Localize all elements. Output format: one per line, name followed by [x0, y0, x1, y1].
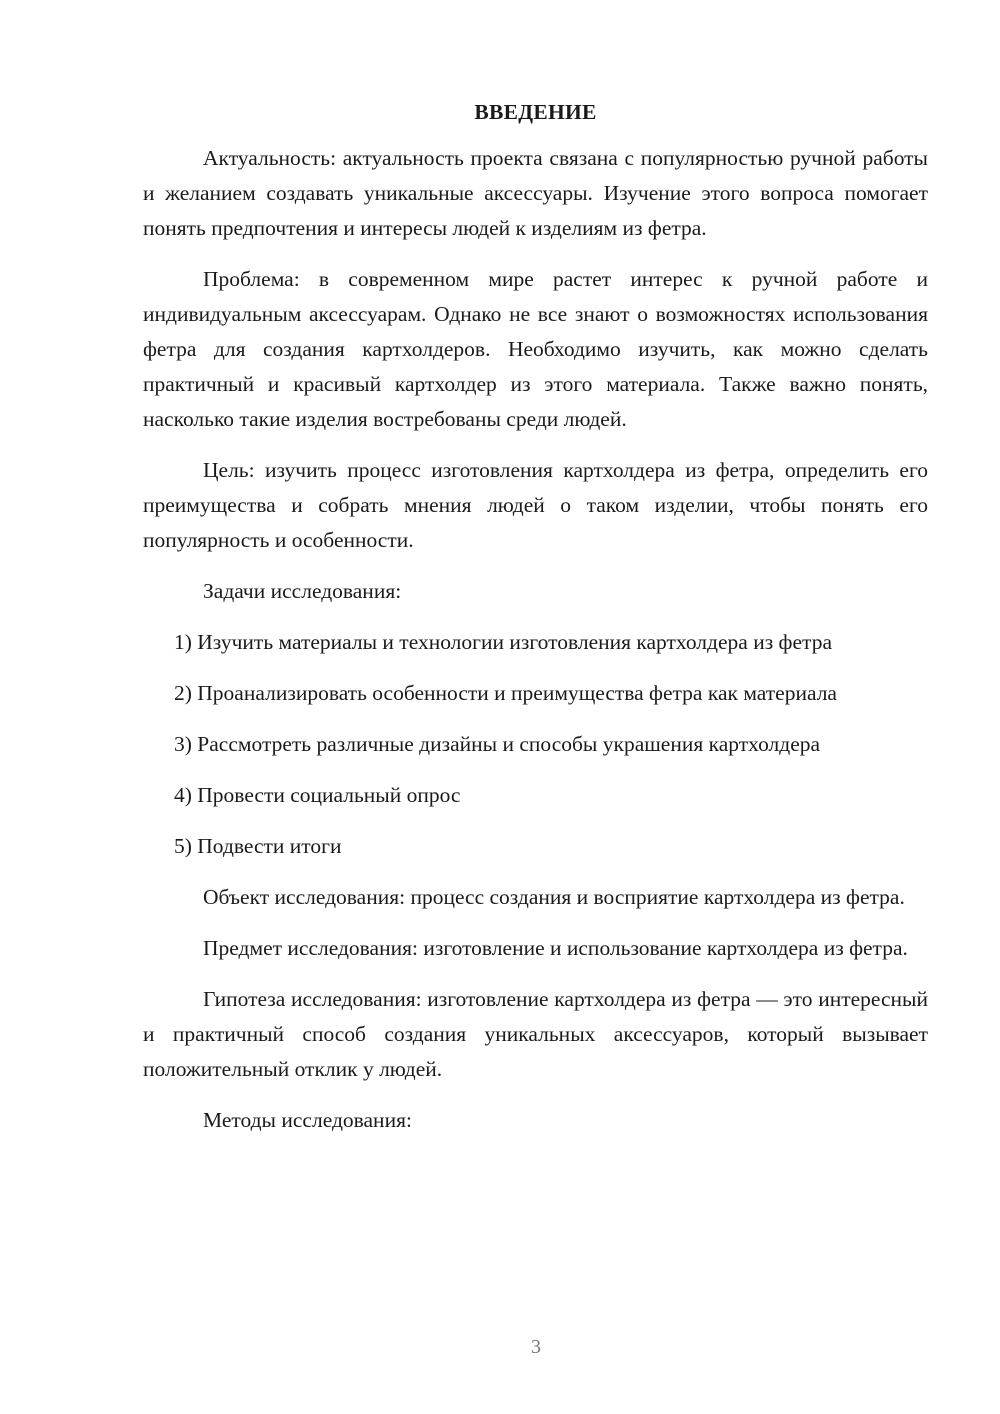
task-item-5: 5) Подвести итоги [174, 834, 342, 858]
paragraph-tasks-heading: Задачи исследования: [203, 579, 402, 603]
paragraph-goal: Цель: изучить процесс изготовления картхолдера из фетра, определить его преимущества и собрать мнения людей о таком изделии, чтобы понять его популярность и особенности. [143, 458, 928, 552]
paragraph-subject: Предмет исследования: изготовление и использование картхолдера из фетра. [203, 936, 908, 960]
page-number: 3 [531, 1336, 541, 1358]
task-item-3: 3) Рассмотреть различные дизайны и способы украшения картхолдера [174, 732, 821, 756]
paragraph-relevance: Актуальность: актуальность проекта связана с популярностью ручной работы и желанием создавать уникальные аксессуары. Изучение этого вопроса помогает понять предпочтения и интересы людей к изделиям из фетра. [143, 146, 928, 240]
paragraph-problem: Проблема: в современном мире растет интерес к ручной работе и индивидуальным аксессуарам. Однако не все знают о возможностях использования фетра для создания картхолдеров. Необходимо изучить, как можно сделать практичный и красивый картхолдер из этого материала. Также важно понять, насколько такие изделия востребованы среди людей. [143, 267, 928, 431]
task-item-4: 4) Провести социальный опрос [174, 783, 461, 807]
paragraph-hypothesis: Гипотеза исследования: изготовление картхолдера из фетра — это интересный и практичный способ создания уникальных аксессуаров, который вызывает положительный отклик у людей. [143, 987, 928, 1081]
paragraph-methods: Методы исследования: [203, 1108, 412, 1132]
task-item-2: 2) Проанализировать особенности и преимущества фетра как материала [174, 681, 837, 705]
section-heading: ВВЕДЕНИЕ [474, 100, 597, 124]
task-item-1: 1) Изучить материалы и технологии изготовления картхолдера из фетра [174, 630, 832, 654]
document-body [143, 98, 928, 1154]
paragraph-object: Объект исследования: процесс создания и восприятие картхолдера из фетра. [203, 885, 905, 909]
